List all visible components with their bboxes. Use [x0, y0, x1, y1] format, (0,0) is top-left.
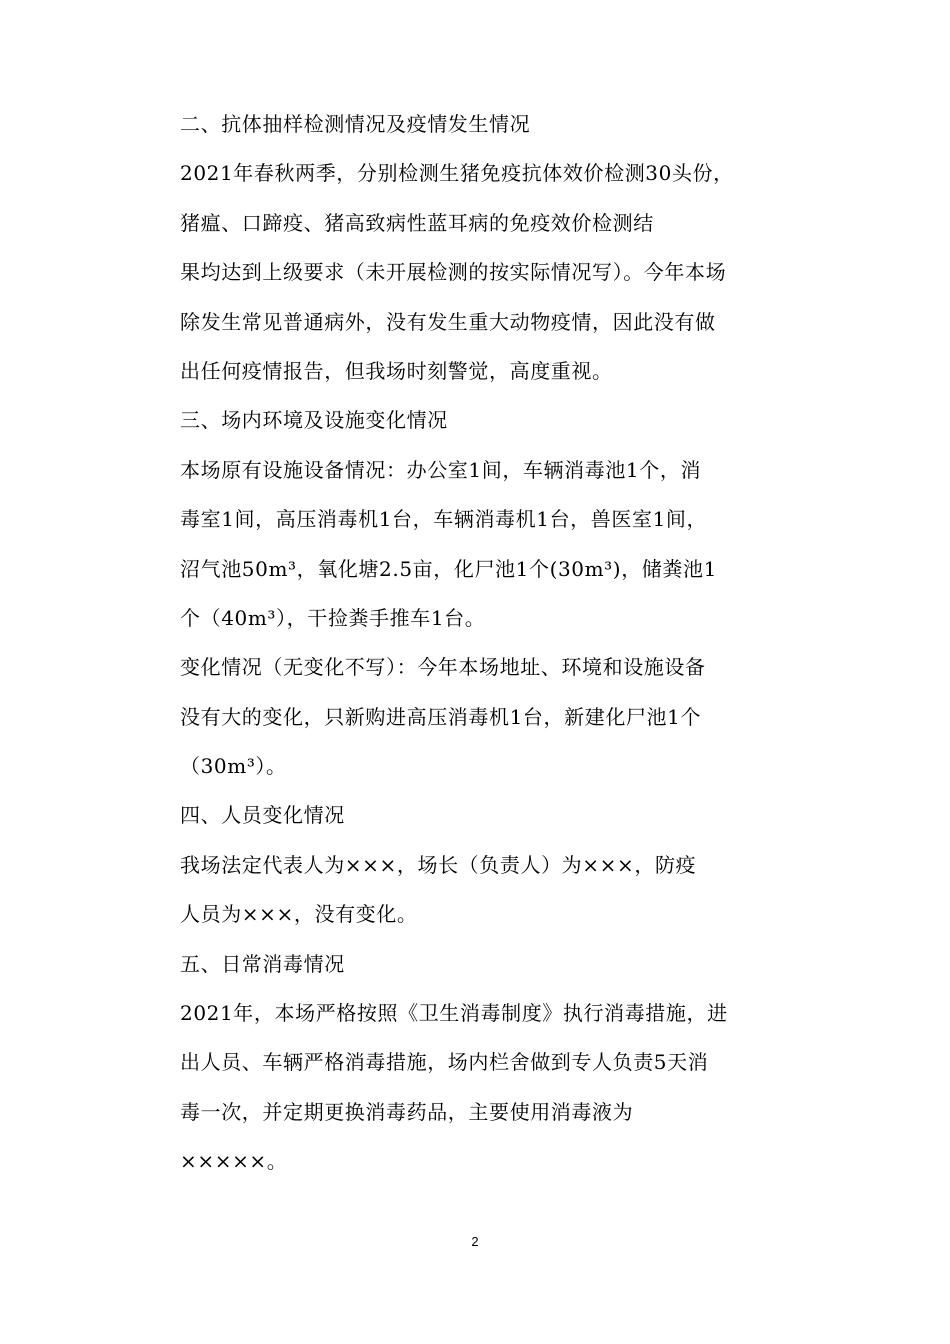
paragraph-line: 我场法定代表人为×××，场长（负责人）为×××，防疫	[180, 852, 697, 877]
paragraph-line: 猪瘟、口蹄疫、猪高致病性蓝耳病的免疫效价检测结	[180, 210, 654, 235]
heading-facility-changes: 三、场内环境及设施变化情况	[180, 408, 448, 433]
paragraph-line: 除发生常见普通病外，没有发生重大动物疫情，因此没有做	[180, 309, 716, 334]
paragraph-line: 2021年春秋两季，分别检测生猪免疫抗体效价检测30头份，	[180, 161, 734, 186]
paragraph-line: 本场原有设施设备情况：办公室1间，车辆消毒池1个，消	[180, 457, 702, 482]
paragraph-line: 毒一次，并定期更换消毒药品，主要使用消毒液为	[180, 1099, 634, 1124]
paragraph-line: 个（40m³），干捡粪手推车1台。	[180, 605, 486, 630]
paragraph-line: 毒室1间，高压消毒机1台，车辆消毒机1台，兽医室1间，	[180, 507, 708, 532]
heading-daily-disinfection: 五、日常消毒情况	[180, 951, 345, 976]
paragraph-line: 变化情况（无变化不写）：今年本场地址、环境和设施设备	[180, 655, 706, 680]
paragraph-line: ×××××。	[180, 1149, 288, 1174]
heading-antibody-testing: 二、抗体抽样检测情况及疫情发生情况	[180, 112, 531, 136]
paragraph-line: 2021年，本场严格按照《卫生消毒制度》执行消毒措施，进	[180, 1001, 728, 1026]
page-number: 2	[471, 1234, 479, 1249]
heading-personnel-changes: 四、人员变化情况	[180, 803, 345, 828]
paragraph-line: （30m³）。	[180, 754, 287, 779]
paragraph-line: 出人员、车辆严格消毒措施，场内栏舍做到专人负责5天消	[180, 1050, 709, 1075]
paragraph-line: 人员为×××，没有变化。	[180, 902, 418, 927]
paragraph-line: 沼气池50m³，氧化塘2.5亩，化尸池1个(30m³)，储粪池1	[180, 556, 717, 581]
paragraph-line: 出任何疫情报告，但我场时刻警觉，高度重视。	[180, 358, 613, 383]
paragraph-line: 果均达到上级要求（未开展检测的按实际情况写）。今年本场	[180, 260, 727, 285]
paragraph-line: 没有大的变化，只新购进高压消毒机1台，新建化尸池1个	[180, 704, 702, 729]
document-body	[180, 100, 775, 1187]
